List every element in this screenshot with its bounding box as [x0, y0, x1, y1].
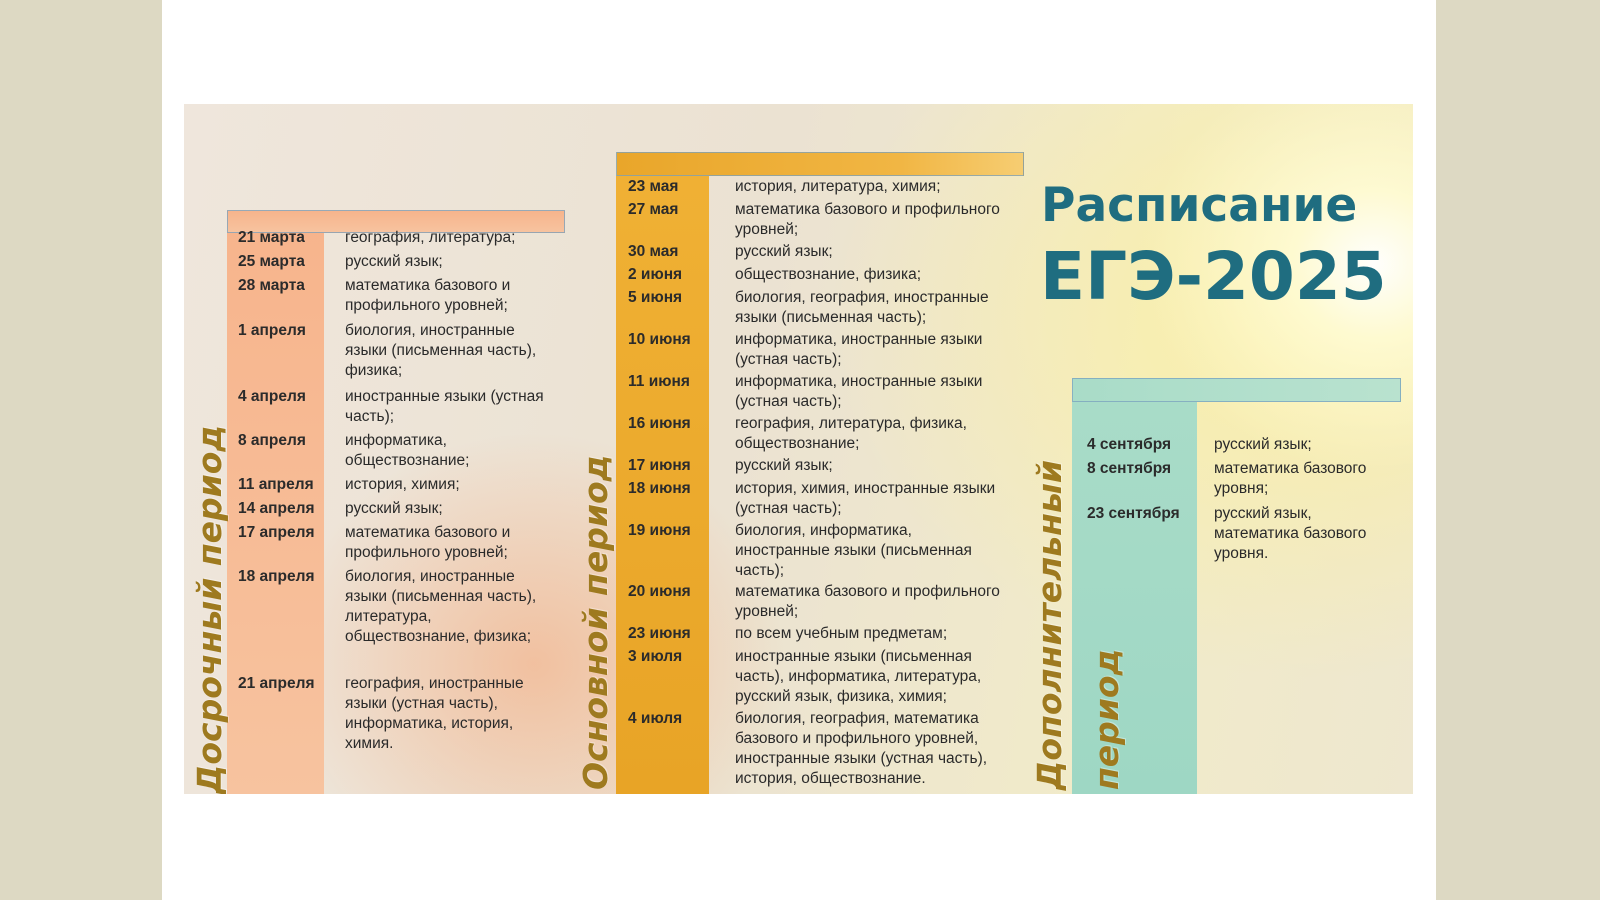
row-subjects: иностранные языки (письменная часть), информатика, литература, русский язык, физика, химия;	[735, 648, 982, 705]
row-date: 27 мая	[628, 201, 679, 218]
row-date: 17 июня	[628, 457, 691, 474]
row-date: 8 сентября	[1087, 460, 1172, 477]
row-subjects: биология, иностранные языки (письменная часть), физика;	[345, 322, 537, 379]
row-date: 25 марта	[238, 253, 305, 270]
row-date: 21 марта	[238, 229, 305, 246]
row-subjects: по всем учебным предметам;	[735, 625, 948, 642]
row-date: 28 марта	[238, 277, 305, 294]
row-subjects: биология, информатика, иностранные языки (письменная часть);	[735, 522, 972, 579]
row-date: 5 июня	[628, 289, 683, 306]
row-subjects: информатика, иностранные языки (устная часть);	[735, 373, 983, 410]
schedule-poster	[184, 104, 1413, 794]
row-date: 11 июня	[628, 373, 690, 390]
additional-period-label-line1: Дополнительный	[1030, 460, 1069, 790]
row-subjects: математика базового и профильного уровней;	[345, 524, 511, 561]
row-subjects: русский язык;	[345, 500, 443, 517]
row-subjects: математика базового и профильного уровней;	[735, 583, 1000, 620]
early-period-label: Досрочный период	[190, 424, 229, 794]
row-date: 4 июля	[628, 710, 683, 727]
row-subjects: биология, география, математика базового и профильного уровней, иностранные языки (устная часть), история, обществознание.	[735, 710, 988, 787]
row-date: 4 апреля	[238, 388, 306, 405]
additional-period-label-line2: период	[1087, 648, 1126, 790]
row-date: 14 апреля	[238, 500, 315, 517]
main-period-label: Основной период	[576, 454, 615, 790]
row-date: 21 апреля	[238, 675, 315, 692]
row-subjects: информатика, иностранные языки (устная часть);	[735, 331, 983, 368]
row-date: 8 апреля	[238, 432, 306, 449]
row-date: 3 июля	[628, 648, 683, 665]
row-date: 17 апреля	[238, 524, 315, 541]
row-date: 10 июня	[628, 331, 691, 348]
row-date: 2 июня	[628, 266, 683, 283]
row-subjects: история, литература, химия;	[735, 178, 941, 195]
row-subjects: география, иностранные языки (устная часть), информатика, история, химия.	[345, 675, 524, 752]
row-subjects: русский язык;	[735, 243, 833, 260]
row-date: 1 апреля	[238, 322, 306, 339]
row-subjects: русский язык;	[1214, 436, 1312, 453]
row-subjects: биология, иностранные языки (письменная часть), литература, обществознание, физика;	[345, 568, 537, 645]
row-subjects: русский язык;	[345, 253, 443, 270]
row-subjects: история, химия, иностранные языки (устная часть);	[735, 480, 996, 517]
row-subjects: русский язык, математика базового уровня.	[1214, 505, 1367, 562]
row-subjects: русский язык;	[735, 457, 833, 474]
row-subjects: математика базового и профильного уровней;	[345, 277, 511, 314]
row-date: 20 июня	[628, 583, 691, 600]
row-subjects: обществознание, физика;	[735, 266, 922, 283]
row-date: 23 июня	[628, 625, 691, 642]
row-subjects: история, химия;	[345, 476, 460, 493]
row-date: 16 июня	[628, 415, 691, 432]
row-date: 23 мая	[628, 178, 679, 195]
row-date: 23 сентября	[1087, 505, 1180, 522]
row-subjects: география, литература, физика, обществознание;	[735, 415, 967, 452]
poster-title-line2: ЕГЭ-2025	[1040, 238, 1387, 315]
main-period-header-bar	[616, 152, 1024, 176]
row-subjects: математика базового и профильного уровней;	[735, 201, 1000, 238]
row-date: 30 мая	[628, 243, 679, 260]
row-date: 19 июня	[628, 522, 691, 539]
row-date: 18 апреля	[238, 568, 315, 585]
row-date: 11 апреля	[238, 476, 314, 493]
row-subjects: география, литература;	[345, 229, 516, 246]
row-subjects: информатика, обществознание;	[345, 432, 470, 469]
poster-title-line1: Расписание	[1041, 178, 1358, 233]
row-subjects: биология, география, иностранные языки (письменная часть);	[735, 289, 989, 326]
row-date: 4 сентября	[1087, 436, 1172, 453]
additional-period-header-bar	[1072, 378, 1401, 402]
row-date: 18 июня	[628, 480, 691, 497]
row-subjects: иностранные языки (устная часть);	[345, 388, 544, 425]
row-subjects: математика базового уровня;	[1214, 460, 1367, 497]
